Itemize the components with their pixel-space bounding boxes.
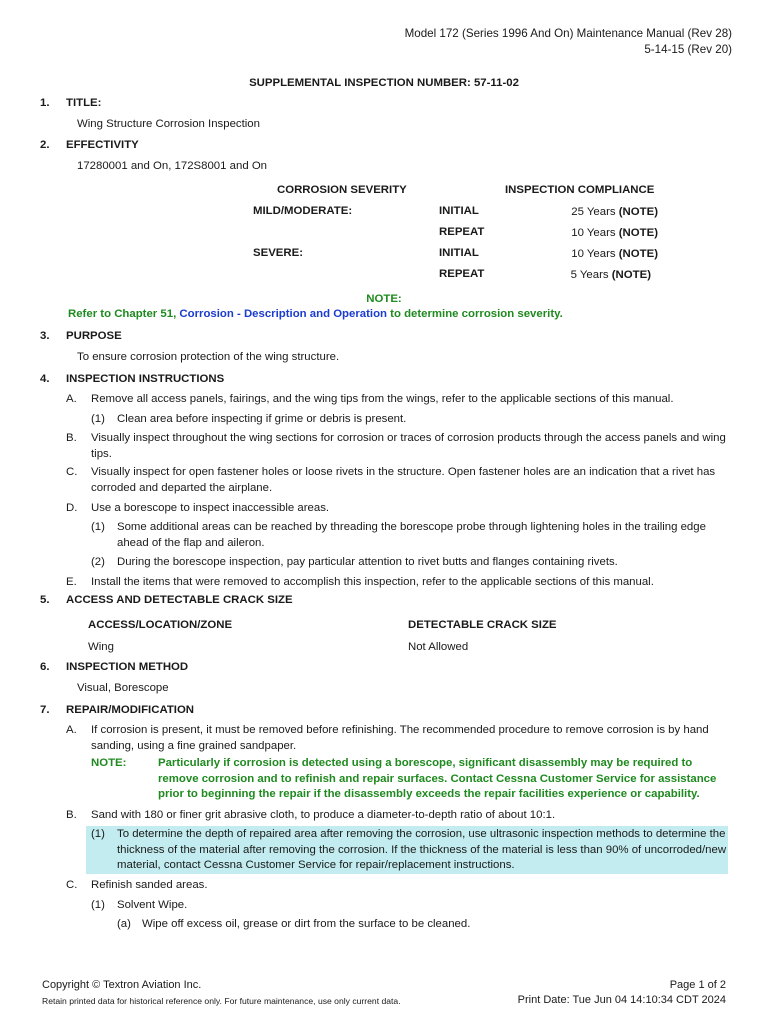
section-6-text: Visual, Borescope <box>77 682 169 694</box>
compliance-type: REPEAT <box>439 226 485 238</box>
section-1-text: Wing Structure Corrosion Inspection <box>77 118 260 130</box>
compliance-interval: 5 Years (NOTE) <box>570 269 651 281</box>
compliance-interval: 10 Years (NOTE) <box>571 248 658 260</box>
section-5-heading: 5. ACCESS AND DETECTABLE CRACK SIZE <box>40 594 293 606</box>
retain-notice: Retain printed data for historical reference only. For future maintenance, use only current data. <box>42 996 401 1006</box>
corrosion-description-link[interactable]: Corrosion - Description and Operation <box>179 308 387 320</box>
severity-column-header: CORROSION SEVERITY <box>277 184 407 196</box>
section-7-heading: 7. REPAIR/MODIFICATION <box>40 704 195 716</box>
section-3-text: To ensure corrosion protection of the wing structure. <box>77 351 340 363</box>
manual-title: Model 172 (Series 1996 And On) Maintenance Manual (Rev 28) <box>404 27 732 40</box>
severity-severe: SEVERE: <box>253 247 304 259</box>
crack-size-value: Not Allowed <box>408 641 469 653</box>
access-zone-value: Wing <box>88 641 114 653</box>
section-2-heading: 2. EFFECTIVITY <box>40 139 139 151</box>
page-number: Page 1 of 2 <box>669 979 726 991</box>
severity-mild-moderate: MILD/MODERATE: <box>253 205 353 217</box>
revision-date: 5-14-15 (Rev 20) <box>644 43 732 56</box>
document-header <box>405 26 732 58</box>
note-label: NOTE: <box>366 293 402 305</box>
compliance-column-header: INSPECTION COMPLIANCE <box>505 184 655 196</box>
section-3-heading: 3. PURPOSE <box>40 330 122 342</box>
print-date: Print Date: Tue Jun 04 14:10:34 CDT 2024 <box>517 994 726 1006</box>
section-6-heading: 6. INSPECTION METHOD <box>40 661 189 673</box>
repair-note-label: NOTE: <box>91 757 127 769</box>
crack-size-column-header: DETECTABLE CRACK SIZE <box>408 619 557 631</box>
note-corrosion-severity: Refer to Chapter 51, Corrosion - Description and Operation to determine corrosion severity. <box>68 308 563 320</box>
compliance-interval: 10 Years (NOTE) <box>571 227 658 239</box>
section-1-heading: 1. TITLE: <box>40 97 102 109</box>
document-title: SUPPLEMENTAL INSPECTION NUMBER: 57-11-02 <box>249 77 519 89</box>
section-4-heading: 4. INSPECTION INSTRUCTIONS <box>40 373 225 385</box>
compliance-type: INITIAL <box>439 205 479 217</box>
compliance-type: REPEAT <box>439 268 485 280</box>
section-2-text: 17280001 and On, 172S8001 and On <box>77 160 268 172</box>
copyright: Copyright © Textron Aviation Inc. <box>42 979 202 991</box>
access-column-header: ACCESS/LOCATION/ZONE <box>88 619 233 631</box>
compliance-type: INITIAL <box>439 247 479 259</box>
compliance-interval: 25 Years (NOTE) <box>571 206 658 218</box>
